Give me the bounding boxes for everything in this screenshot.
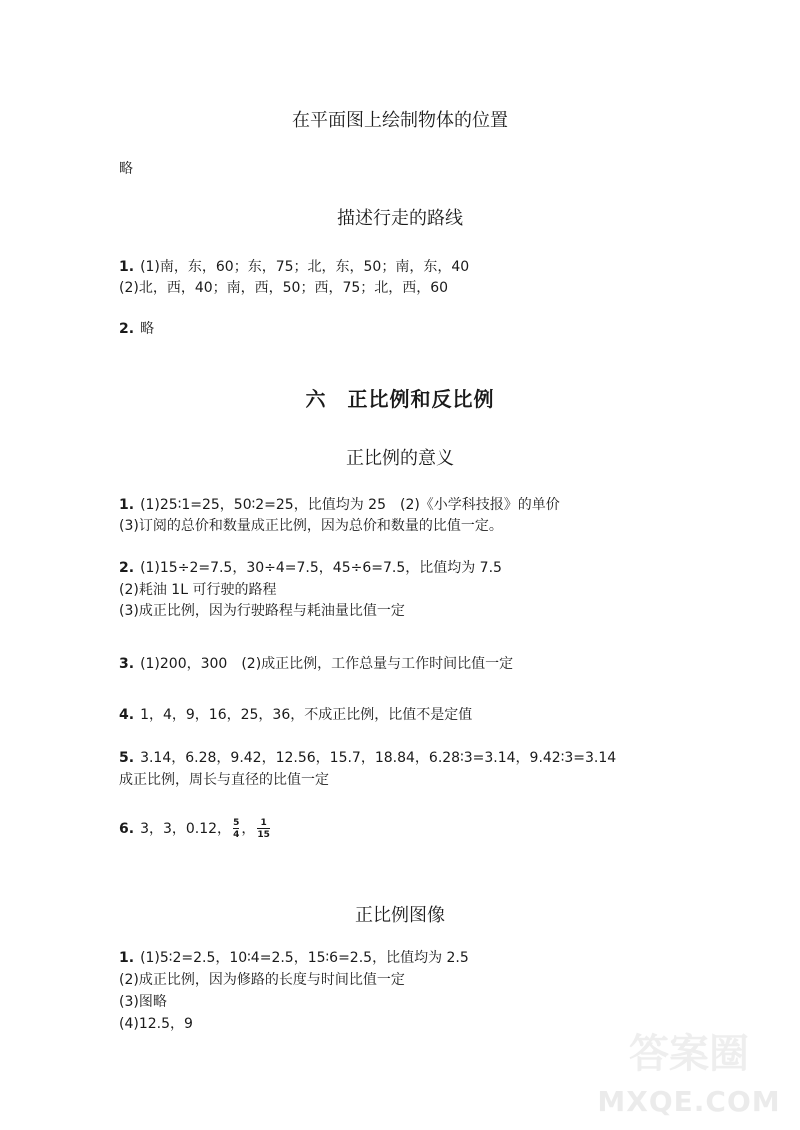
answer-line: (2)北，西，40；南，西，50；西，75；北，西，60 bbox=[119, 280, 449, 296]
question-number: 2. bbox=[119, 560, 135, 576]
answer-text: 略 bbox=[119, 161, 133, 177]
fraction-denominator: 15 bbox=[257, 830, 270, 840]
answer-line: (3)图略 bbox=[119, 994, 167, 1010]
answer-line: 成正比例，周长与直径的比值一定 bbox=[119, 772, 329, 788]
watermark bbox=[594, 1022, 784, 1118]
watermark-url: MXQE.COM bbox=[597, 1085, 781, 1118]
question-number: 6. bbox=[119, 821, 135, 837]
fraction-numerator: 1 bbox=[260, 818, 267, 828]
question-number: 3. bbox=[119, 656, 135, 672]
answer-line bbox=[119, 747, 616, 767]
answer-text: 1，4，9，16，25，36，不成正比例，比值不是定值 bbox=[140, 707, 473, 723]
fraction-denominator: 4 bbox=[233, 830, 240, 840]
answer-line bbox=[119, 557, 502, 577]
answer-line bbox=[119, 947, 469, 967]
answer-text: (1)200，300 (2)成正比例，工作总量与工作时间比值一定 bbox=[140, 656, 514, 672]
answer-line bbox=[119, 494, 560, 514]
fraction bbox=[233, 818, 239, 840]
question-number: 1. bbox=[119, 259, 135, 275]
answer-text: (1)15÷2=7.5，30÷4=7.5，45÷6=7.5，比值均为 7.5 bbox=[140, 560, 502, 576]
section-title-route: 描述行走的路线 bbox=[337, 208, 463, 229]
answer-text: 3.14，6.28，9.42，12.56，15.7，18.84，6.28∶3=3.14，9.42∶3=3.14 bbox=[140, 750, 617, 766]
watermark-logo: 答案圈 bbox=[629, 1031, 749, 1077]
answer-line bbox=[119, 653, 513, 673]
question-number: 1. bbox=[119, 950, 135, 966]
separator: ， bbox=[241, 821, 256, 837]
answer-line: (2)耗油 1L 可行驶的路程 bbox=[119, 582, 277, 598]
answer-line: (3)订阅的总价和数量成正比例，因为总价和数量的比值一定。 bbox=[119, 518, 503, 534]
answer-line bbox=[119, 256, 469, 276]
answer-line: (2)成正比例，因为修路的长度与时间比值一定 bbox=[119, 972, 405, 988]
answer-text: (1)25∶1=25，50∶2=25，比值均为 25 (2)《小学科技报》的单价 bbox=[140, 497, 560, 513]
question-number: 2. bbox=[119, 321, 135, 337]
question-number: 1. bbox=[119, 497, 135, 513]
chapter-title: 六 正比例和反比例 bbox=[305, 387, 495, 411]
fraction bbox=[257, 818, 270, 840]
section-title-proportion-meaning: 正比例的意义 bbox=[346, 448, 454, 469]
fraction-numerator: 5 bbox=[233, 818, 240, 828]
answer-text: (1)南，东，60；东，75；北，东，50；南，东，40 bbox=[140, 259, 470, 275]
section-title-proportion-graph: 正比例图像 bbox=[355, 905, 445, 926]
answer-line bbox=[119, 818, 272, 840]
answer-text: 3，3，0.12， bbox=[140, 821, 232, 837]
section-title-draw-position: 在平面图上绘制物体的位置 bbox=[292, 110, 508, 131]
question-number: 4. bbox=[119, 707, 135, 723]
answer-line bbox=[119, 704, 472, 724]
question-number: 5. bbox=[119, 750, 135, 766]
answer-line: (3)成正比例，因为行驶路程与耗油量比值一定 bbox=[119, 603, 405, 619]
answer-line: (4)12.5，9 bbox=[119, 1016, 193, 1032]
answer-text: 略 bbox=[140, 321, 155, 337]
answer-line bbox=[119, 318, 154, 338]
answer-text: (1)5∶2=2.5，10∶4=2.5，15∶6=2.5，比值均为 2.5 bbox=[140, 950, 469, 966]
